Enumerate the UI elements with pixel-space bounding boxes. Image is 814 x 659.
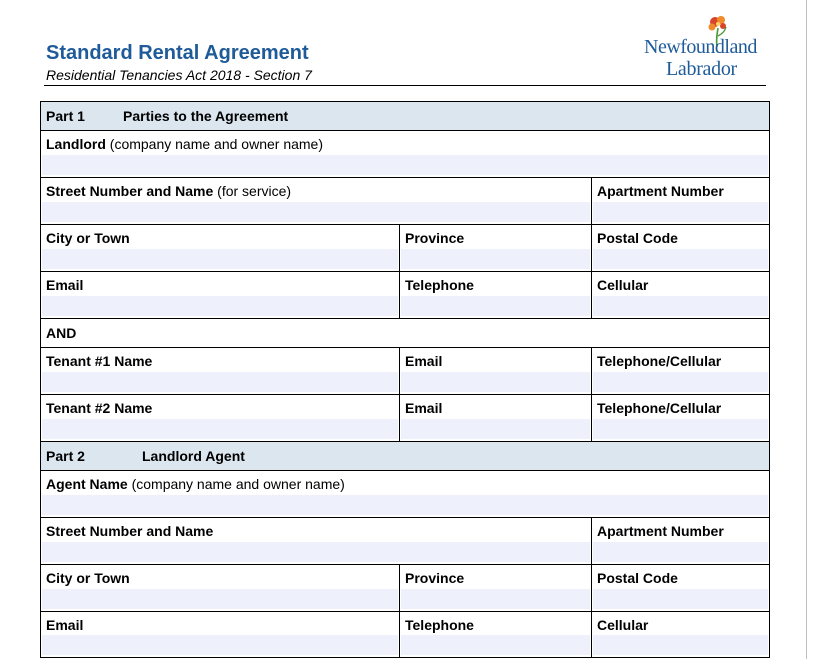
agent-email-cell [41, 612, 399, 657]
and-row [40, 318, 770, 347]
tenant2-name-label: Tenant #2 Name [46, 400, 153, 416]
tenant2-name-cell [41, 395, 399, 441]
landlord-street-cell [41, 178, 591, 224]
landlord-city-label: City or Town [46, 230, 130, 246]
agent-cellular-input[interactable] [593, 635, 768, 655]
landlord-province-label: Province [405, 230, 465, 246]
agent-postal-label: Postal Code [597, 570, 678, 586]
agent-apartment-label: Apartment Number [597, 523, 724, 539]
agent-city-row [40, 564, 770, 611]
landlord-telephone-label: Telephone [405, 277, 474, 293]
landlord-email-label: Email [46, 277, 84, 293]
tenant1-phone-input[interactable] [593, 372, 768, 392]
landlord-street-input[interactable] [42, 202, 590, 222]
landlord-province-cell [399, 225, 591, 271]
landlord-city-row [40, 224, 770, 271]
agent-apartment-input[interactable] [593, 542, 768, 562]
landlord-city-cell [41, 225, 399, 271]
tenant1-name-cell [41, 348, 399, 394]
part1-title: Parties to the Agreement [123, 108, 289, 124]
tenant2-email-cell [399, 395, 591, 441]
agent-street-input[interactable] [42, 542, 590, 562]
logo-wordmark-line1: Newfoundland [644, 36, 757, 58]
agent-street-label: Street Number and Name [46, 523, 214, 539]
landlord-cellular-label: Cellular [597, 277, 649, 293]
agent-province-cell [399, 565, 591, 611]
tenant1-phone-cell [591, 348, 769, 394]
agent-street-cell [41, 518, 591, 564]
rental-agreement-form [40, 101, 770, 658]
agent-cellular-label: Cellular [597, 617, 649, 633]
part2-header [40, 441, 770, 470]
landlord-apartment-cell [591, 178, 769, 224]
document-subtitle: Residential Tenancies Act 2018 - Section 7 [46, 67, 312, 83]
agent-email-label: Email [46, 617, 84, 633]
agent-city-label: City or Town [46, 570, 130, 586]
tenant1-email-label: Email [405, 353, 443, 369]
agent-postal-cell [591, 565, 769, 611]
landlord-postal-label: Postal Code [597, 230, 678, 246]
agent-province-input[interactable] [401, 589, 590, 609]
landlord-name-input[interactable] [42, 155, 768, 175]
tenant2-email-label: Email [405, 400, 443, 416]
part2-title: Landlord Agent [142, 448, 245, 464]
tenant1-name-input[interactable] [42, 372, 398, 392]
agent-cell [41, 471, 769, 517]
landlord-cellular-input[interactable] [593, 296, 768, 316]
tenant2-phone-cell [591, 395, 769, 441]
landlord-label: Landlord (company name and owner name) [46, 136, 324, 152]
page-edge [806, 0, 807, 659]
nl-government-logo [640, 14, 770, 84]
agent-postal-input[interactable] [593, 589, 768, 609]
agent-cellular-cell [591, 612, 769, 657]
landlord-contact-row [40, 271, 770, 318]
landlord-city-input[interactable] [42, 249, 398, 269]
agent-telephone-input[interactable] [401, 635, 590, 655]
tenant1-row [40, 347, 770, 394]
part2-number: Part 2 [46, 448, 85, 464]
document-title: Standard Rental Agreement [46, 42, 309, 64]
agent-email-input[interactable] [42, 635, 398, 655]
agent-apartment-cell [591, 518, 769, 564]
header-divider [44, 85, 766, 86]
landlord-email-input[interactable] [42, 296, 398, 316]
tenant2-row [40, 394, 770, 441]
part1-header [40, 101, 770, 130]
part1-number: Part 1 [46, 108, 85, 124]
tenant1-email-input[interactable] [401, 372, 590, 392]
agent-city-cell [41, 565, 399, 611]
tenant1-email-cell [399, 348, 591, 394]
tenant2-name-input[interactable] [42, 419, 398, 439]
landlord-cellular-cell [591, 272, 769, 318]
logo-wordmark-line2: Labrador [666, 58, 737, 80]
tenant1-phone-label: Telephone/Cellular [597, 353, 722, 369]
landlord-street-label: Street Number and Name (for service) [46, 183, 292, 199]
landlord-postal-cell [591, 225, 769, 271]
tenant2-phone-label: Telephone/Cellular [597, 400, 722, 416]
landlord-apartment-label: Apartment Number [597, 183, 724, 199]
landlord-email-cell [41, 272, 399, 318]
agent-row [40, 470, 770, 517]
agent-address-row [40, 517, 770, 564]
landlord-apartment-input[interactable] [593, 202, 768, 222]
tenant2-email-input[interactable] [401, 419, 590, 439]
and-label: AND [46, 325, 77, 341]
landlord-telephone-cell [399, 272, 591, 318]
agent-city-input[interactable] [42, 589, 398, 609]
landlord-address-row [40, 177, 770, 224]
tenant1-name-label: Tenant #1 Name [46, 353, 153, 369]
agent-label: Agent Name (company name and owner name) [46, 476, 345, 492]
agent-name-input[interactable] [42, 495, 768, 515]
landlord-province-input[interactable] [401, 249, 590, 269]
agent-telephone-label: Telephone [405, 617, 474, 633]
landlord-row [40, 130, 770, 177]
landlord-telephone-input[interactable] [401, 296, 590, 316]
agent-province-label: Province [405, 570, 465, 586]
landlord-postal-input[interactable] [593, 249, 768, 269]
agent-contact-row [40, 611, 770, 658]
landlord-cell [41, 131, 769, 177]
tenant2-phone-input[interactable] [593, 419, 768, 439]
agent-telephone-cell [399, 612, 591, 657]
